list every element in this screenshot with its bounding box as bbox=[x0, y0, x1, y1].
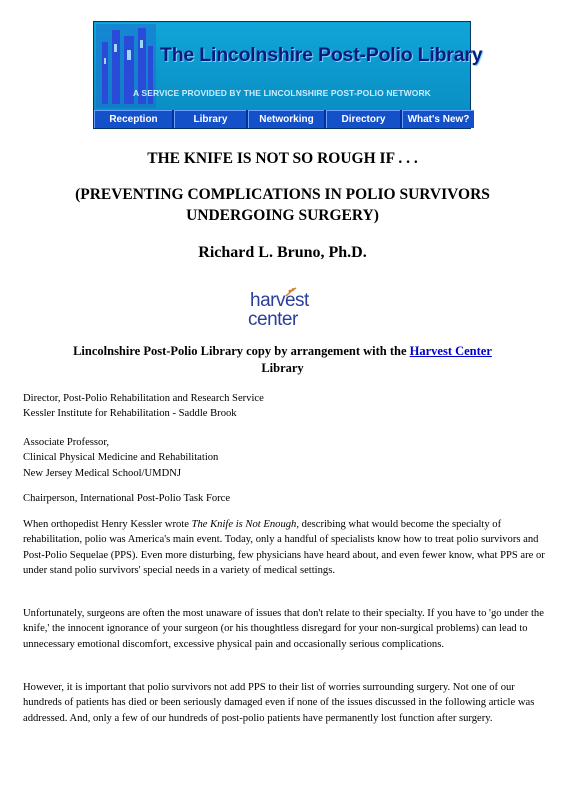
article-author: Richard L. Bruno, Ph.D. bbox=[198, 244, 367, 261]
book-title: The Knife is Not Enough bbox=[191, 519, 297, 530]
p2-text: Unfortunately, surgeons are often the most unaware of issues that don't relate to their specialty. If you have to 'go under the knife,' the innocent ignorance of your surgeon (or his thoughtless disregard for your non-surgical problems) can lead to unnecessary emotional discomfort, excessive physical pain and occasionally serious complications. bbox=[23, 608, 544, 650]
article-subtitle-line2: UNDERGOING SURGERY) bbox=[186, 207, 379, 224]
body-paragraph-2 bbox=[23, 606, 548, 652]
affiliation-line: Director, Post-Polio Rehabilitation and Research Service bbox=[23, 393, 264, 404]
arrangement-text-before: Lincolnshire Post-Polio Library copy by arrangement with the bbox=[73, 344, 410, 358]
banner-subtitle: A SERVICE PROVIDED BY THE LINCOLNSHIRE POST-POLIO NETWORK bbox=[133, 88, 431, 98]
article-title: THE KNIFE IS NOT SO ROUGH IF . . . bbox=[147, 150, 418, 167]
nav-bar bbox=[94, 110, 470, 128]
nav-whats-new[interactable]: What's New? bbox=[402, 110, 474, 128]
affiliation-line: Kessler Institute for Rehabilitation - Saddle Brook bbox=[23, 408, 237, 420]
article-subtitle-line1: (PREVENTING COMPLICATIONS IN POLIO SURVIVORS bbox=[75, 186, 490, 203]
banner-title: The Lincolnshire Post-Polio Library bbox=[160, 44, 483, 66]
affiliation-chair bbox=[23, 491, 548, 506]
p1-text-after: , describing what would become the specialty of rehabilitation, polio was America's main event. Today, only a handful of specialists know how to treat polio survivors and Post-Polio Sequelae (PPS). Even more disturbing, few physicians have heard about, and even fewer know, what PPS are or under stand polio survivors' special needs in a variety of medical settings. bbox=[23, 519, 545, 576]
arrangement-note bbox=[30, 343, 535, 377]
affiliation-line: Associate Professor, bbox=[23, 437, 110, 448]
affiliation-director bbox=[23, 391, 548, 422]
nav-directory[interactable]: Directory bbox=[326, 110, 400, 128]
nav-library[interactable]: Library bbox=[174, 110, 246, 128]
p3-text: However, it is important that polio survivors not add PPS to their list of worries surrounding surgery. Not one of our hundreds of patients has died or been seriously damaged even if none of the issues discussed in the following article was addressed. And, only a few of our hundreds of post-polio patients have permanently lost function after surgery. bbox=[23, 682, 535, 724]
nav-networking[interactable]: Networking bbox=[248, 110, 324, 128]
body-paragraph-3 bbox=[23, 680, 548, 726]
affiliation-line: Chairperson, International Post-Polio Task Force bbox=[23, 493, 231, 504]
harvest-center-logo[interactable] bbox=[248, 290, 328, 334]
logo-text-harvest: harvest bbox=[250, 290, 309, 311]
site-banner bbox=[93, 21, 483, 129]
nav-reception[interactable]: Reception bbox=[94, 110, 172, 128]
affiliation-line: Clinical Physical Medicine and Rehabilitation bbox=[23, 452, 219, 464]
p1-text-before: When orthopedist Henry Kessler wrote bbox=[23, 519, 192, 530]
arrangement-text-after: Library bbox=[261, 361, 304, 375]
banner-header bbox=[94, 22, 483, 110]
affiliation-professor bbox=[23, 435, 548, 481]
affiliation-line: New Jersey Medical School/UMDNJ bbox=[23, 467, 181, 479]
logo-text-center: center bbox=[248, 309, 298, 330]
harvest-center-link[interactable]: Harvest Center bbox=[409, 344, 492, 358]
body-paragraph-1 bbox=[23, 517, 548, 578]
